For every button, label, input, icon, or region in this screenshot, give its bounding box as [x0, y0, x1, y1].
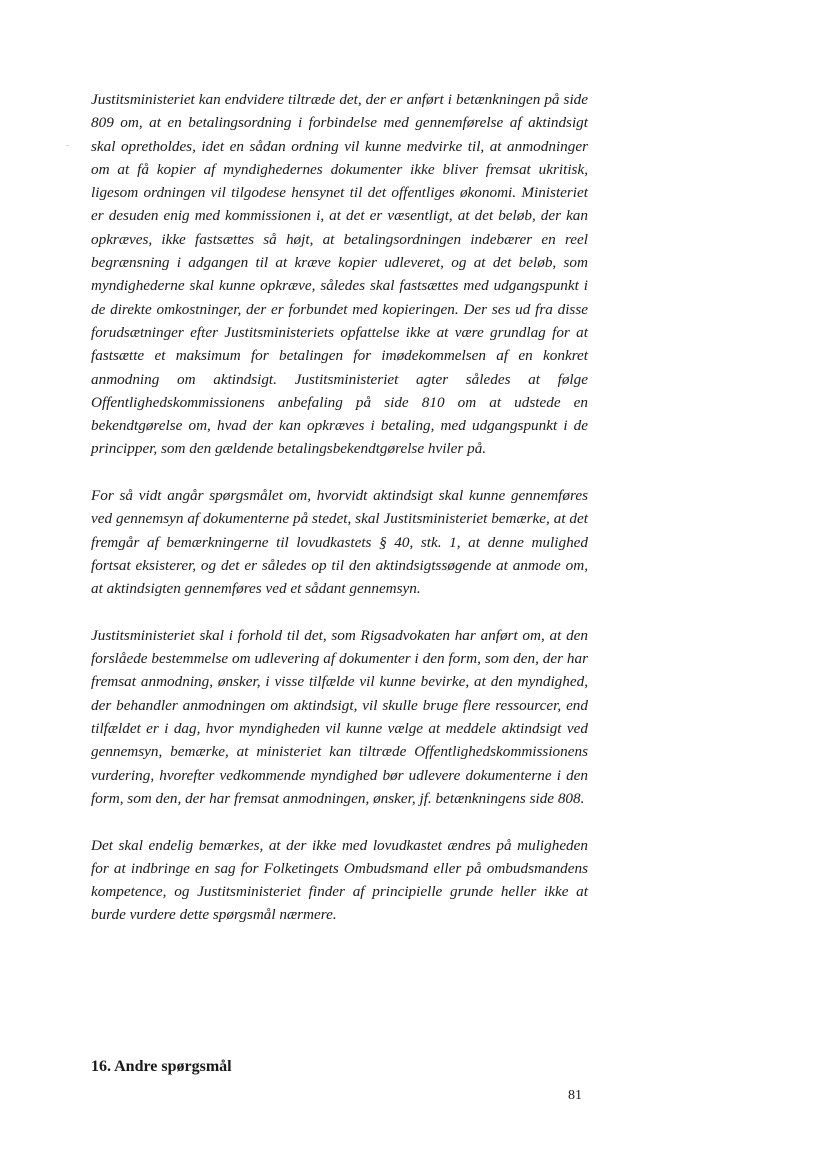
document-body	[91, 88, 588, 927]
paragraph-inspection: For så vidt angår spørgsmålet om, hvorvidt aktindsigt skal kunne gennemføres ved gennemsyn af dokumenterne på stedet, skal Justitsministeriet bemærke, at det fremgår af bemærkningerne til lovudkastets § 40, stk. 1, at denne mulighed fortsat eksisterer, og det er således op til den aktindsigtssøgende at anmode om, at aktindsigten gennemføres ved et sådant gennemsyn.	[91, 487, 588, 598]
section-heading: 16. Andre spørgsmål	[91, 1058, 232, 1075]
paragraph-payment-scheme: Justitsministeriet kan endvidere tiltræde det, der er anført i betænkningen på side 809 om, at en betalingsordning i forbindelse med gennemførelse af aktindsigt skal opretholdes, idet en sådan ordning vil kunne medvirke til, at anmodninger om at få kopier af myndighedernes dokumenter ikke bliver fremsat ukritisk, ligesom ordningen vil tilgodese hensynet til det offentliges økonomi. Ministeriet er desuden enig med kommissionen i, at det er væsentligt, at det beløb, der kan opkræves, ikke fastsættes så højt, at betalingsordningen indebærer en reel begrænsning i adgangen til at kræve kopier udleveret, og at det beløb, som myndighederne skal kunne opkræve, således skal fastsættes med udgangspunkt i de direkte omkostninger, der er forbundet med kopieringen. Der ses ud fra disse forudsætninger efter Justitsministeriets opfattelse ikke at være grundlag for at fastsætte et maksimum for betalingen for imødekommelsen af en konkret anmodning om aktindsigt. Justitsministeriet agter således at følge Offentlighedskommissionens anbefaling på side 810 om at udstede en bekendtgørelse om, hvad der kan opkræves i betaling, med udgangspunkt i de principper, som den gældende betalingsbekendtgørelse hviler på.	[91, 91, 588, 458]
scan-speck	[66, 145, 69, 146]
paragraph-document-form: Justitsministeriet skal i forhold til det, som Rigsadvokaten har anført om, at den forslåede bestemmelse om udlevering af dokumenter i den form, som den, der har fremsat anmodning, ønsker, i visse tilfælde vil kunne bevirke, at den myndighed, der behandler anmodningen om aktindsigt, vil skulle bruge flere ressourcer, end tilfældet er i dag, hvor myndigheden vil kunne vælge at meddele aktindsigt ved gennemsyn, bemærke, at ministeriet kan tiltræde Offentlighedskommissionens vurdering, hvorefter vedkommende myndighed bør udlevere dokumenterne i den form, som den, der har fremsat anmodningen, ønsker, jf. betænkningens side 808.	[91, 626, 588, 807]
page-number: 81	[568, 1088, 582, 1103]
paragraph-ombudsman: Det skal endelig bemærkes, at der ikke med lovudkastet ændres på muligheden for at indbringe en sag for Folketingets Ombudsmand eller på ombudsmandens kompetence, og Justitsministeriet finder af principielle grunde heller ikke at burde vurdere dette spørgsmål nærmere.	[91, 836, 588, 924]
